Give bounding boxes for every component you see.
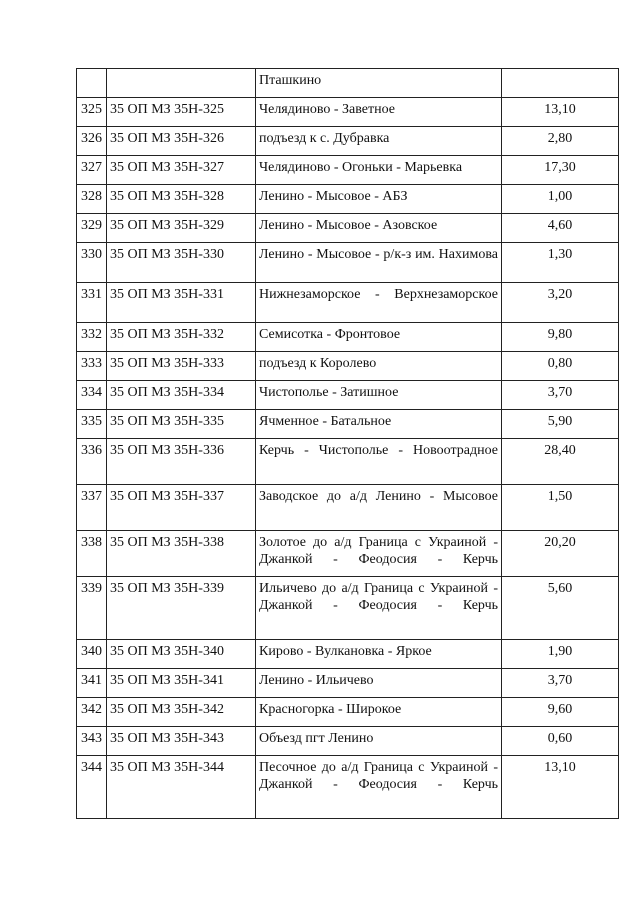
road-name: Ленино - Мысовое - р/к-з им. Нахимова bbox=[256, 243, 502, 283]
road-name: Кирово - Вулкановка - Яркое bbox=[256, 640, 502, 669]
row-number bbox=[77, 69, 107, 98]
road-code: 35 ОП МЗ 35Н-328 bbox=[107, 185, 256, 214]
table-row bbox=[77, 98, 619, 127]
road-code bbox=[107, 69, 256, 98]
table-row bbox=[77, 381, 619, 410]
row-number: 340 bbox=[77, 640, 107, 669]
row-number: 338 bbox=[77, 531, 107, 577]
road-code: 35 ОП МЗ 35Н-326 bbox=[107, 127, 256, 156]
road-length: 3,20 bbox=[502, 283, 619, 323]
road-code: 35 ОП МЗ 35Н-325 bbox=[107, 98, 256, 127]
table-row bbox=[77, 156, 619, 185]
row-number: 325 bbox=[77, 98, 107, 127]
road-length: 9,80 bbox=[502, 323, 619, 352]
road-name: Ильичево до а/д Граница с Украиной - Джанкой - Феодосия - Керчь bbox=[256, 577, 502, 640]
road-code: 35 ОП МЗ 35Н-329 bbox=[107, 214, 256, 243]
road-name: Чистополье - Затишное bbox=[256, 381, 502, 410]
row-number: 334 bbox=[77, 381, 107, 410]
table-row bbox=[77, 214, 619, 243]
table-row bbox=[77, 640, 619, 669]
table-row bbox=[77, 577, 619, 640]
road-code: 35 ОП МЗ 35Н-341 bbox=[107, 669, 256, 698]
road-name: Челядиново - Заветное bbox=[256, 98, 502, 127]
road-name: Объезд пгт Ленино bbox=[256, 727, 502, 756]
road-code: 35 ОП МЗ 35Н-339 bbox=[107, 577, 256, 640]
road-code: 35 ОП МЗ 35Н-327 bbox=[107, 156, 256, 185]
row-number: 342 bbox=[77, 698, 107, 727]
road-length: 13,10 bbox=[502, 756, 619, 819]
road-length bbox=[502, 69, 619, 98]
road-name: Ячменное - Батальное bbox=[256, 410, 502, 439]
table-row bbox=[77, 410, 619, 439]
table-row bbox=[77, 669, 619, 698]
road-name: Семисотка - Фронтовое bbox=[256, 323, 502, 352]
road-length: 1,30 bbox=[502, 243, 619, 283]
road-code: 35 ОП МЗ 35Н-333 bbox=[107, 352, 256, 381]
road-code: 35 ОП МЗ 35Н-332 bbox=[107, 323, 256, 352]
row-number: 329 bbox=[77, 214, 107, 243]
row-number: 336 bbox=[77, 439, 107, 485]
road-name: Челядиново - Огоньки - Марьевка bbox=[256, 156, 502, 185]
road-code: 35 ОП МЗ 35Н-342 bbox=[107, 698, 256, 727]
row-number: 339 bbox=[77, 577, 107, 640]
road-name: Нижнезаморское - Верхнезаморское bbox=[256, 283, 502, 323]
road-code: 35 ОП МЗ 35Н-330 bbox=[107, 243, 256, 283]
road-code: 35 ОП МЗ 35Н-335 bbox=[107, 410, 256, 439]
road-code: 35 ОП МЗ 35Н-340 bbox=[107, 640, 256, 669]
row-number: 326 bbox=[77, 127, 107, 156]
table-row bbox=[77, 698, 619, 727]
road-length: 1,00 bbox=[502, 185, 619, 214]
row-number: 332 bbox=[77, 323, 107, 352]
road-name: Пташкино bbox=[256, 69, 502, 98]
table-row bbox=[77, 243, 619, 283]
row-number: 337 bbox=[77, 485, 107, 531]
row-number: 333 bbox=[77, 352, 107, 381]
road-code: 35 ОП МЗ 35Н-344 bbox=[107, 756, 256, 819]
road-code: 35 ОП МЗ 35Н-336 bbox=[107, 439, 256, 485]
table-row bbox=[77, 727, 619, 756]
road-length: 17,30 bbox=[502, 156, 619, 185]
road-name: подъезд к Королево bbox=[256, 352, 502, 381]
row-number: 343 bbox=[77, 727, 107, 756]
road-name: Заводское до а/д Ленино - Мысовое bbox=[256, 485, 502, 531]
row-number: 341 bbox=[77, 669, 107, 698]
road-name: Песочное до а/д Граница с Украиной - Джанкой - Феодосия - Керчь bbox=[256, 756, 502, 819]
road-name: Керчь - Чистополье - Новоотрадное bbox=[256, 439, 502, 485]
row-number: 344 bbox=[77, 756, 107, 819]
road-code: 35 ОП МЗ 35Н-343 bbox=[107, 727, 256, 756]
road-length: 3,70 bbox=[502, 669, 619, 698]
road-name: Ленино - Мысовое - АБЗ bbox=[256, 185, 502, 214]
road-length: 3,70 bbox=[502, 381, 619, 410]
table-row bbox=[77, 69, 619, 98]
road-name: Ленино - Мысовое - Азовское bbox=[256, 214, 502, 243]
table-row bbox=[77, 531, 619, 577]
road-length: 13,10 bbox=[502, 98, 619, 127]
row-number: 328 bbox=[77, 185, 107, 214]
table-row bbox=[77, 756, 619, 819]
road-length: 1,90 bbox=[502, 640, 619, 669]
table-row bbox=[77, 323, 619, 352]
table-row bbox=[77, 185, 619, 214]
road-code: 35 ОП МЗ 35Н-331 bbox=[107, 283, 256, 323]
road-length: 28,40 bbox=[502, 439, 619, 485]
row-number: 327 bbox=[77, 156, 107, 185]
road-code: 35 ОП МЗ 35Н-338 bbox=[107, 531, 256, 577]
road-length: 4,60 bbox=[502, 214, 619, 243]
road-name: подъезд к с. Дубравка bbox=[256, 127, 502, 156]
roads-table bbox=[76, 68, 619, 819]
row-number: 331 bbox=[77, 283, 107, 323]
row-number: 330 bbox=[77, 243, 107, 283]
road-code: 35 ОП МЗ 35Н-334 bbox=[107, 381, 256, 410]
road-length: 2,80 bbox=[502, 127, 619, 156]
road-length: 0,60 bbox=[502, 727, 619, 756]
roads-table-body bbox=[77, 69, 619, 819]
table-row bbox=[77, 439, 619, 485]
row-number: 335 bbox=[77, 410, 107, 439]
road-length: 5,60 bbox=[502, 577, 619, 640]
road-length: 0,80 bbox=[502, 352, 619, 381]
table-row bbox=[77, 127, 619, 156]
road-length: 9,60 bbox=[502, 698, 619, 727]
table-row bbox=[77, 485, 619, 531]
road-length: 5,90 bbox=[502, 410, 619, 439]
table-row bbox=[77, 352, 619, 381]
road-name: Ленино - Ильичево bbox=[256, 669, 502, 698]
road-name: Золотое до а/д Граница с Украиной - Джанкой - Феодосия - Керчь bbox=[256, 531, 502, 577]
road-length: 20,20 bbox=[502, 531, 619, 577]
road-code: 35 ОП МЗ 35Н-337 bbox=[107, 485, 256, 531]
road-length: 1,50 bbox=[502, 485, 619, 531]
road-name: Красногорка - Широкое bbox=[256, 698, 502, 727]
table-row bbox=[77, 283, 619, 323]
